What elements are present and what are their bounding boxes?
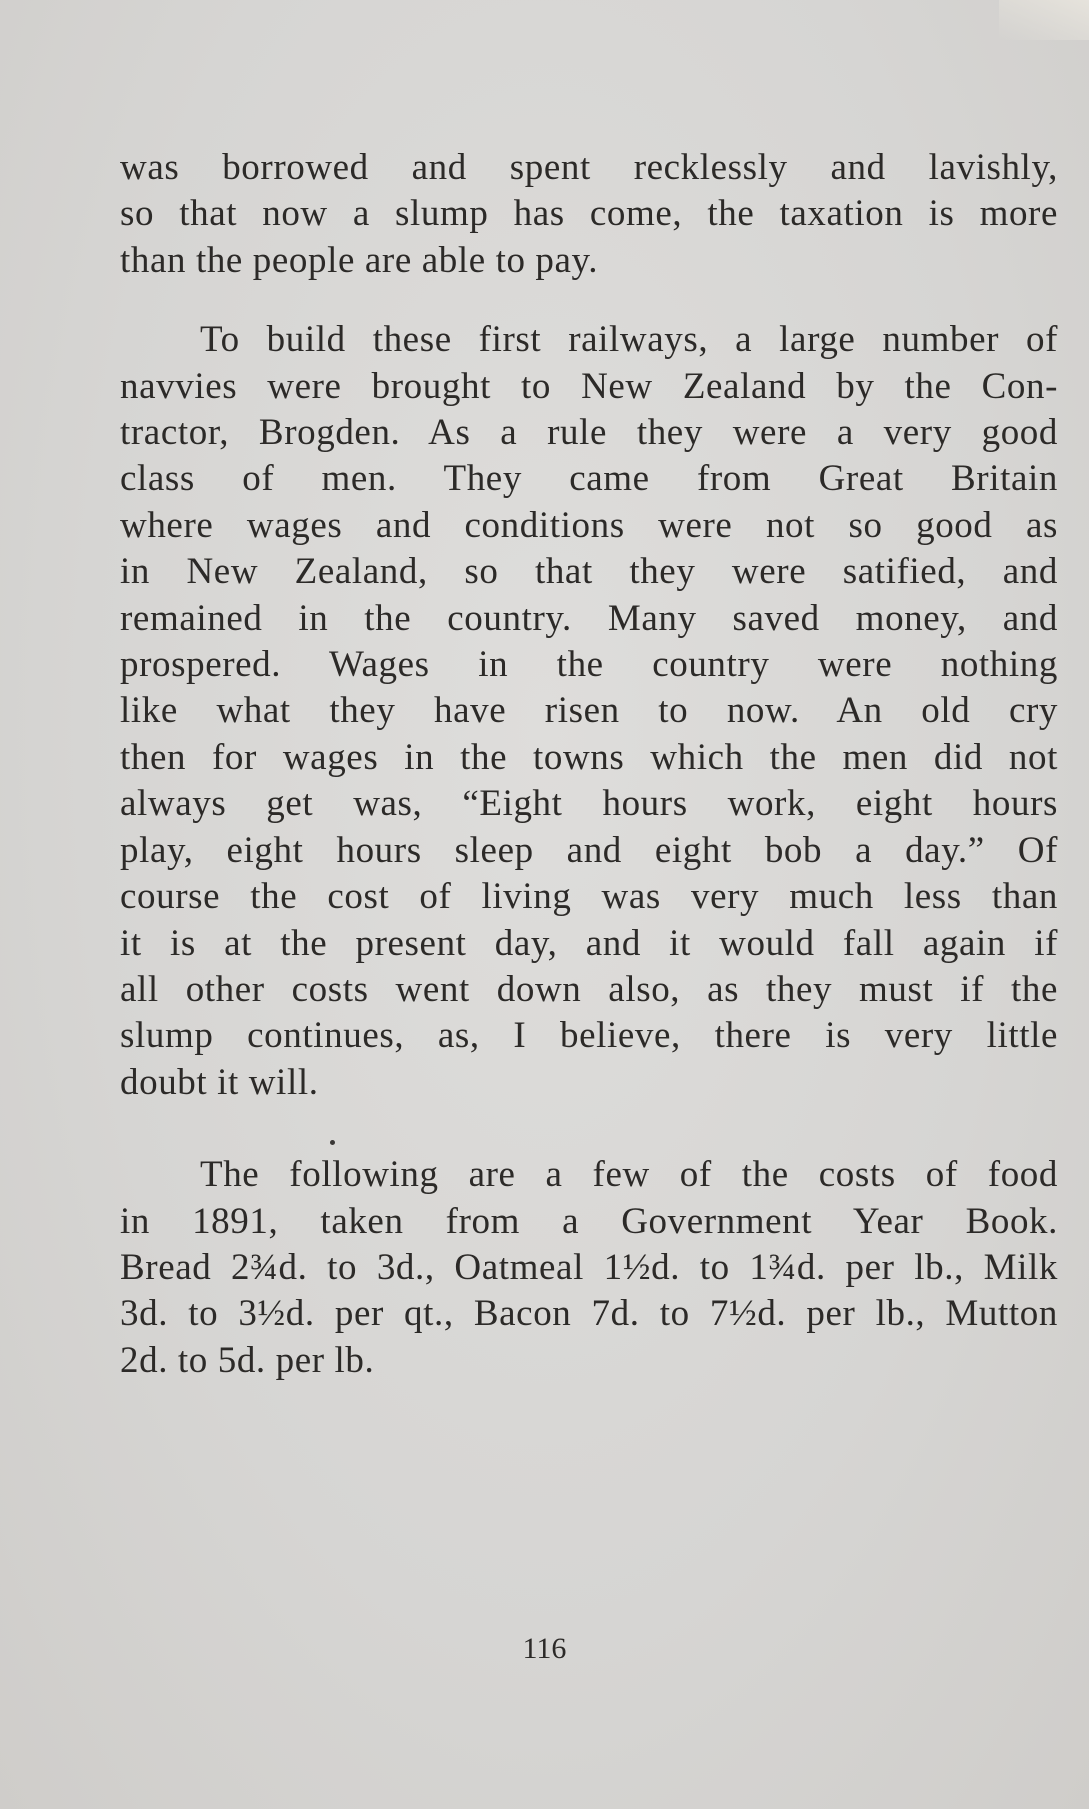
page-corner-shading [999,0,1089,40]
paragraph-3 [120,1152,1058,1384]
ink-speck [330,1140,335,1145]
text-line: slump continues, as, I believe, there is very little [120,1015,1058,1057]
text-line: always get was, “Eight hours work, eight hours [120,783,1058,825]
text-line: The following are a few of the costs of food [200,1154,1058,1196]
text-line: Bread 2¾d. to 3d., Oatmeal 1½d. to 1¾d. per lb., Milk [120,1246,1058,1288]
text-line: in 1891, taken from a Government Year Book. [120,1200,1058,1242]
body-text [120,145,1058,1384]
paragraph-1 [120,145,1058,284]
text-line: course the cost of living was very much less than [120,876,1058,918]
text-line: doubt it will. [120,1061,319,1103]
text-line: class of men. They came from Great Britain [120,458,1058,500]
text-line: than the people are able to pay. [120,239,599,281]
text-line: remained in the country. Many saved money, and [120,597,1058,639]
text-line: then for wages in the towns which the men did not [120,736,1058,778]
text-line: where wages and conditions were not so good as [120,504,1058,546]
text-line: 2d. to 5d. per lb. [120,1339,375,1381]
text-line: prospered. Wages in the country were nothing [120,644,1058,686]
text-line: navvies were brought to New Zealand by the Con- [120,365,1058,407]
text-line: To build these first railways, a large number of [200,319,1058,361]
text-line: was borrowed and spent recklessly and lavishly, [120,147,1058,188]
text-line: play, eight hours sleep and eight bob a day.” Of [120,829,1058,871]
text-line: tractor, Brogden. As a rule they were a very good [120,412,1058,454]
text-line: like what they have risen to now. An old cry [120,690,1058,732]
text-line: so that now a slump has come, the taxation is more [120,193,1058,235]
paragraph-2 [120,317,1058,1106]
page-number: 116 [522,1632,567,1665]
text-line: it is at the present day, and it would fall again if [120,922,1058,964]
text-line: 3d. to 3½d. per qt., Bacon 7d. to 7½d. per lb., Mutton [120,1293,1058,1335]
text-line: all other costs went down also, as they must if the [120,968,1058,1010]
text-line: in New Zealand, so that they were satified, and [120,551,1058,593]
